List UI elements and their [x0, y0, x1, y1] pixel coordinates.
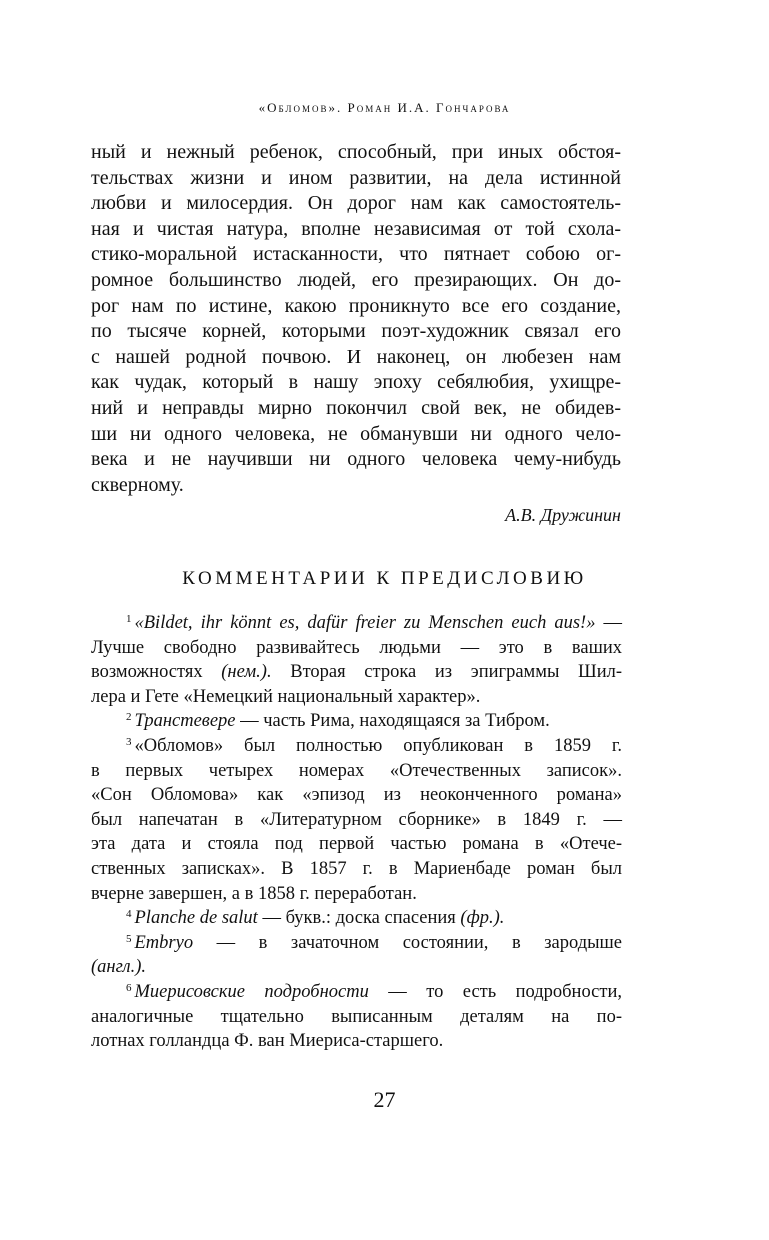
- note-3-line: в первых четырех номерах «Отечественных записок».: [91, 760, 622, 781]
- note-3-line: был напечатан в «Литературном сборнике» в 1849 г. —: [91, 809, 622, 830]
- text-line: как чудак, который в нашу эпоху себялюбия, ухищре-: [91, 371, 621, 394]
- note-lang: (нем.).: [221, 662, 272, 683]
- note-term: Embryo: [134, 932, 194, 953]
- text-line: любви и милосердия. Он дорог нам как самостоятель-: [91, 192, 621, 215]
- text-line: с нашей родной почвою. И наконец, он любезен нам: [91, 345, 621, 368]
- text-line: скверному.: [91, 473, 184, 496]
- note-3-line: [91, 734, 622, 759]
- text-line: по тысяче корней, которыми поэт-художник связал его: [91, 320, 621, 343]
- main-text: [91, 140, 621, 498]
- author-signature: А.В. Дружинин: [505, 505, 621, 525]
- note-text: Вторая строка из эпиграммы Шил-: [271, 662, 622, 683]
- note-1-line: [91, 660, 622, 685]
- note-4-line: [91, 906, 622, 931]
- text-line: тельствах жизни и ином развитии, на дела истинной: [91, 166, 621, 189]
- note-term: Миерисовские подробности: [134, 981, 369, 1002]
- page-number: 27: [373, 1087, 396, 1112]
- text-line: ний и неправды мирно покончил свой век, не обидев-: [91, 396, 621, 419]
- text-line: века и не научивши ни одного человека чему-нибудь: [91, 448, 621, 471]
- note-2-line: [91, 709, 622, 734]
- note-number: 4: [126, 908, 132, 921]
- note-text: возможностях: [91, 662, 222, 683]
- note-number: 5: [126, 932, 132, 945]
- note-text: — в зачаточном состоянии, в зародыше: [193, 932, 622, 953]
- note-6-line: лотнах голландца Ф. ван Миериса-старшего.: [91, 1031, 444, 1052]
- note-3-line: вчерне завершен, а в 1858 г. переработан.: [91, 883, 417, 904]
- note-number: 2: [126, 711, 132, 724]
- note-term: Planche de salut: [134, 908, 258, 929]
- note-number: 3: [126, 735, 132, 748]
- note-number: 6: [126, 981, 132, 994]
- text-line: ши ни одного человека, не обманувши ни одного чело-: [91, 422, 621, 445]
- note-term: Транстевере: [134, 711, 236, 732]
- note-text: — букв.: доска спасения: [257, 908, 461, 929]
- note-1-line: Лучше свободно развивайтесь людьми — это в ваших: [91, 637, 622, 658]
- note-quote: «Bildet, ihr könnt es, dafür freier zu Menschen euch aus!»: [134, 613, 596, 633]
- note-6-line: [91, 980, 622, 1005]
- text-line: стико-моральной истасканности, что пятнает собою ог-: [91, 243, 621, 266]
- section-title: КОММЕНТАРИИ К ПРЕДИСЛОВИЮ: [182, 568, 587, 589]
- note-text: —: [595, 613, 623, 633]
- running-head: «Обломов». Роман И.А. Гончарова: [258, 100, 511, 115]
- text-line: рог нам по истине, какою проникнуто все его создание,: [91, 294, 621, 317]
- note-text: «Обломов» был полностью опубликован в 1859 г.: [134, 735, 622, 756]
- note-1-line: [91, 611, 622, 636]
- note-text: — часть Рима, находящаяся за Тибром.: [235, 711, 550, 732]
- note-number: 1: [126, 613, 132, 625]
- text-line: ная и чистая натура, вполне независимая от той схола-: [91, 217, 621, 240]
- note-3-line: ственных записках». В 1857 г. в Мариенбаде роман был: [91, 858, 622, 879]
- note-3-line: «Сон Обломова» как «эпизод из неоконченного романа»: [91, 785, 622, 806]
- note-3-line: эта дата и стояла под первой частью романа в «Отече-: [91, 834, 622, 855]
- note-lang: (фр.).: [460, 908, 505, 929]
- note-text: — то есть подробности,: [368, 981, 622, 1002]
- note-1-line: лера и Гете «Немецкий национальный характер».: [91, 686, 481, 707]
- note-5-line: [91, 931, 622, 956]
- text-line: ный и нежный ребенок, способный, при иных обстоя-: [91, 141, 621, 163]
- note-5-line: [91, 955, 622, 980]
- footnotes: [91, 611, 622, 1054]
- text-line: ромное большинство людей, его презирающих. Он до-: [91, 268, 621, 291]
- note-6-line: аналогичные тщательно выписанным деталям на по-: [91, 1006, 622, 1027]
- note-lang: (англ.).: [91, 957, 147, 978]
